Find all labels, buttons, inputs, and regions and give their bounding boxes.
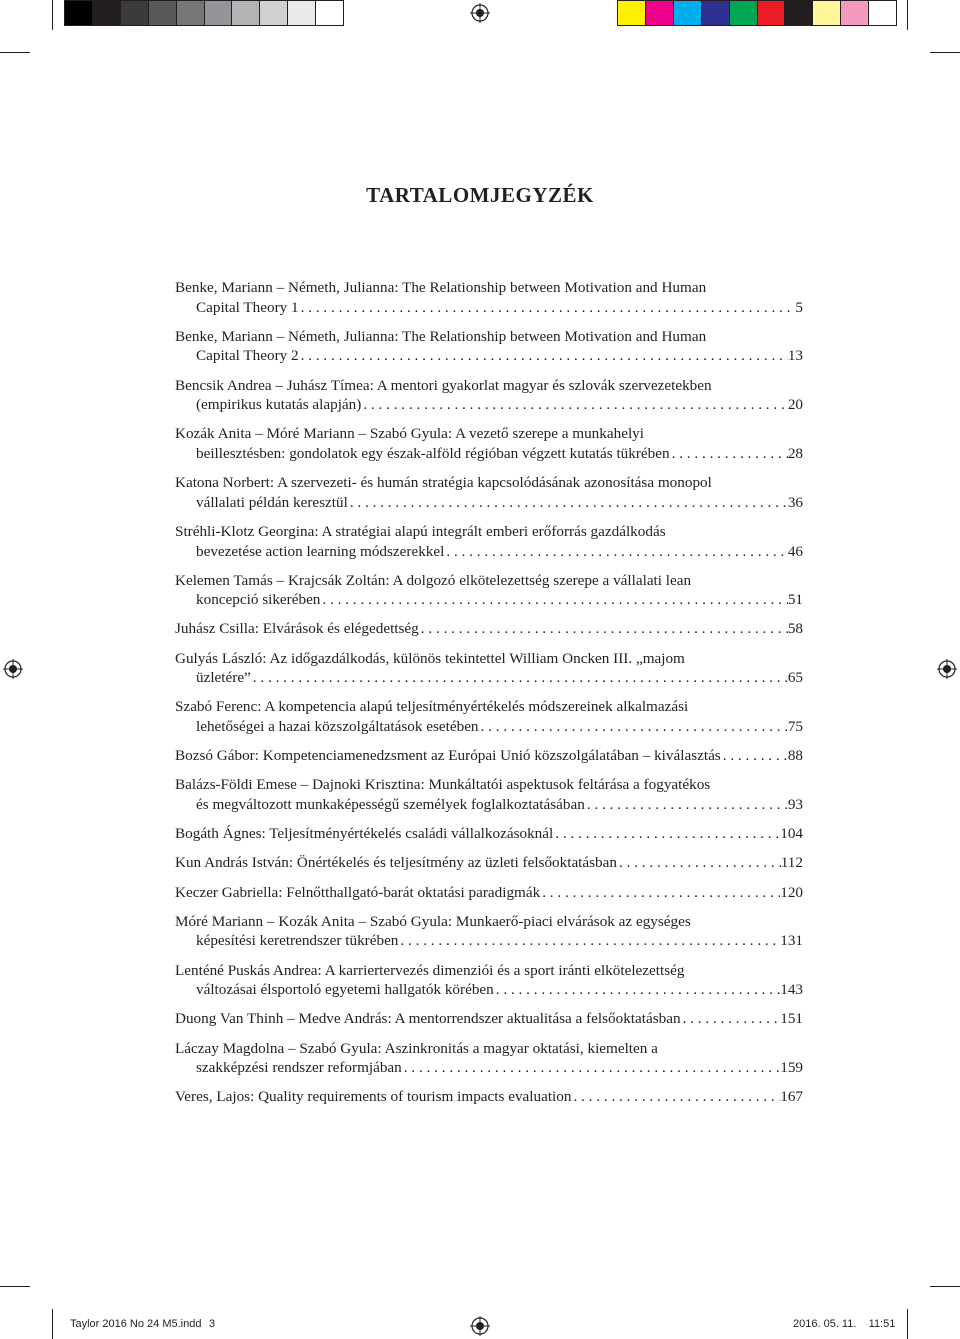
crop-mark-top-left — [52, 0, 53, 30]
dot-leader — [299, 298, 796, 318]
gray-swatch — [260, 1, 288, 25]
toc-entry-text: szakképzési rendszer reformjában — [196, 1059, 402, 1077]
toc-entry-text: üzletére” — [196, 669, 251, 687]
toc-entry-last-line — [175, 619, 803, 639]
dot-leader — [721, 746, 788, 766]
dot-leader — [320, 590, 787, 610]
toc-page-number: 143 — [780, 981, 803, 999]
color-swatch — [785, 1, 813, 25]
dot-leader — [681, 1009, 781, 1029]
toc-entry-text: Capital Theory 2 — [196, 347, 299, 365]
toc-entry-text: (empirikus kutatás alapján) — [196, 396, 362, 414]
toc-entry-last-line — [175, 590, 803, 610]
toc-entry-last-line — [175, 1058, 803, 1078]
crop-mark-top-left-h — [0, 52, 30, 53]
color-swatch — [813, 1, 841, 25]
color-swatch — [618, 1, 646, 25]
toc-entry[interactable] — [175, 853, 803, 873]
gray-swatch — [65, 1, 93, 25]
toc-entry-text: koncepció sikerében — [196, 591, 321, 609]
toc-entry-last-line — [175, 853, 803, 873]
gray-swatch — [205, 1, 233, 25]
toc-entry[interactable] — [175, 912, 803, 951]
toc-entry[interactable] — [175, 746, 803, 766]
toc-page-number: 58 — [787, 620, 803, 638]
toc-page-number: 104 — [780, 825, 803, 843]
toc-entry-title-line: Lenténé Puskás Andrea: A karriertervezés dimenziói és a sport iránti elkötelezettség — [175, 961, 685, 979]
toc-entry[interactable] — [175, 473, 803, 512]
footer-date: 2016. 05. 11. — [793, 1318, 857, 1330]
toc-entry[interactable] — [175, 327, 803, 366]
toc-entry-last-line — [175, 931, 803, 951]
dot-leader — [553, 824, 780, 844]
toc-entry-title-line: Benke, Mariann – Németh, Julianna: The Relationship between Motivation and Human — [175, 327, 707, 345]
toc-entry-title-line: Gulyás László: Az időgazdálkodás, különös tekintettel William Oncken III. „majom — [175, 649, 685, 667]
toc-entry-last-line — [175, 883, 803, 903]
toc-entry-text: vállalati példán keresztül — [196, 493, 348, 511]
registration-target-icon — [3, 659, 23, 679]
toc-page-number: 36 — [787, 493, 803, 511]
toc-entry-text: beillesztésben: gondolatok egy észak-alföld régióban végzett kutatás tükrében — [196, 444, 670, 462]
dot-leader — [571, 1087, 780, 1107]
toc-entry-title-line: Kelemen Tamás – Krajcsák Zoltán: A dolgozó elkötelezettség szerepe a vállalati lean — [175, 571, 692, 589]
color-swatch — [702, 1, 730, 25]
toc-entry-text: képesítési keretrendszer tükrében — [196, 932, 399, 950]
toc-entry[interactable] — [175, 278, 803, 317]
dot-leader — [444, 542, 787, 562]
dot-leader — [398, 931, 780, 951]
toc-entry[interactable] — [175, 1039, 803, 1078]
toc-entry-title-line: Láczay Magdolna – Szabó Gyula: Aszinkronitás a magyar oktatási, kiemelten a — [175, 1039, 658, 1057]
dot-leader — [617, 853, 781, 873]
dot-leader — [419, 619, 788, 639]
toc-entry[interactable] — [175, 775, 803, 814]
toc-entry-text: és megváltozott munkaképességű személyek foglalkoztatásában — [196, 796, 585, 813]
toc-entry-title-line: Szabó Ferenc: A kompetencia alapú teljesítményértékelés módszereinek alkalmazási — [175, 698, 689, 716]
toc-page-number: 28 — [787, 444, 803, 462]
page-title: TARTALOMJEGYZÉK — [366, 183, 594, 207]
toc-page-number: 46 — [787, 542, 803, 560]
dot-leader — [251, 668, 788, 688]
toc-entry-text: Keczer Gabriella: Felnőtthallgató-barát oktatási paradigmák — [175, 883, 541, 901]
toc-entry-title-line: Katona Norbert: A szervezeti- és humán stratégia kapcsolódásának azonosítása monopol — [175, 474, 712, 492]
toc-page-number: 65 — [787, 669, 803, 687]
toc-entry[interactable] — [175, 522, 803, 561]
dot-leader — [585, 795, 788, 815]
toc-page-number: 120 — [780, 883, 803, 901]
toc-page-number: 159 — [780, 1059, 803, 1077]
color-swatch — [646, 1, 674, 25]
toc-entry-title-line: Kozák Anita – Móré Mariann – Szabó Gyula: A vezető szerepe a munkahelyi — [175, 425, 644, 443]
color-swatch — [730, 1, 758, 25]
toc-entry-last-line — [175, 668, 803, 688]
toc-entry[interactable] — [175, 883, 803, 903]
toc-page-number: 112 — [780, 854, 803, 872]
crop-mark-bottom-right-h — [930, 1286, 960, 1287]
toc-entry-text: lehetőségei a hazai közszolgáltatások esetében — [196, 718, 479, 736]
footer-file-name: Taylor 2016 No 24 M5.indd — [70, 1318, 202, 1330]
dot-leader — [670, 444, 788, 464]
dot-leader — [299, 346, 788, 366]
toc-entry-text: Kun András István: Önértékelés és teljesítmény az üzleti felsőoktatásban — [175, 854, 617, 872]
gray-swatch — [149, 1, 177, 25]
toc-entry-last-line — [175, 444, 803, 464]
color-swatch — [869, 1, 896, 25]
toc-entry[interactable] — [175, 1009, 803, 1029]
gray-swatch — [177, 1, 205, 25]
toc-entry-last-line — [175, 824, 803, 844]
dot-leader — [361, 395, 787, 415]
toc-entry[interactable] — [175, 961, 803, 1000]
color-swatch — [758, 1, 786, 25]
toc-page-number: 93 — [787, 796, 803, 813]
toc-entry-text: változásai élsportoló egyetemi hallgatók körében — [196, 981, 494, 999]
toc-entry[interactable] — [175, 1087, 803, 1107]
toc-entry-last-line — [175, 298, 803, 318]
toc-entry[interactable] — [175, 376, 803, 415]
registration-target-icon — [470, 3, 490, 23]
toc-entry-last-line — [175, 1009, 803, 1029]
registration-target-icon — [470, 1316, 490, 1336]
gray-swatch — [232, 1, 260, 25]
crop-mark-bottom-left — [52, 1309, 53, 1339]
toc-page-number: 20 — [787, 396, 803, 414]
toc-page-number: 88 — [787, 747, 803, 765]
footer-timestamp — [793, 1318, 895, 1330]
process-color-bar — [617, 0, 897, 26]
toc-entry-text: Juhász Csilla: Elvárások és elégedettség — [175, 620, 419, 638]
color-swatch — [841, 1, 869, 25]
toc-entry-title-line: Balázs-Földi Emese – Dajnoki Krisztina: Munkáltatói aspektusok feltárása a fogyatékos — [175, 776, 711, 794]
toc-entry-text: Duong Van Thinh – Medve András: A mentorrendszer aktualitása a felsőoktatásban — [175, 1010, 681, 1028]
crop-mark-top-right-h — [930, 52, 960, 53]
toc-entry[interactable] — [175, 649, 803, 688]
toc-entry-last-line — [175, 395, 803, 415]
crop-mark-top-right — [907, 0, 908, 30]
dot-leader — [479, 717, 788, 737]
gray-swatch — [316, 1, 343, 25]
toc-entry-title-line: Benke, Mariann – Németh, Julianna: The Relationship between Motivation and Human — [175, 279, 707, 296]
dot-leader — [348, 493, 788, 513]
toc-page-number: 167 — [780, 1088, 803, 1106]
toc-page-number: 75 — [787, 718, 803, 736]
toc-entry[interactable] — [175, 824, 803, 844]
crop-mark-bottom-left-h — [0, 1286, 30, 1287]
toc-entry-last-line — [175, 542, 803, 562]
toc-entry-last-line — [175, 746, 803, 766]
toc-entry-last-line — [175, 1087, 803, 1107]
table-of-contents — [175, 278, 803, 1116]
toc-entry-last-line — [175, 980, 803, 1000]
toc-page-number: 5 — [795, 298, 803, 316]
dot-leader — [540, 883, 780, 903]
grayscale-color-bar — [64, 0, 344, 26]
toc-entry-title-line: Móré Mariann – Kozák Anita – Szabó Gyula: Munkaerő-piaci elvárások az egységes — [175, 912, 691, 930]
registration-target-icon — [937, 659, 957, 679]
toc-page-number: 51 — [787, 591, 803, 609]
color-swatch — [674, 1, 702, 25]
dot-leader — [494, 980, 780, 1000]
toc-entry-last-line — [175, 346, 803, 366]
toc-entry-text: Capital Theory 1 — [196, 298, 299, 316]
dot-leader — [402, 1058, 780, 1078]
toc-page-number: 131 — [780, 932, 803, 950]
footer-time: 11:51 — [868, 1318, 896, 1330]
toc-entry-text: bevezetése action learning módszerekkel — [196, 542, 445, 560]
toc-entry[interactable] — [175, 424, 803, 463]
toc-entry-last-line — [175, 493, 803, 513]
toc-page-number: 13 — [787, 347, 803, 365]
toc-entry[interactable] — [175, 619, 803, 639]
toc-entry-text: Bozsó Gábor: Kompetenciamenedzsment az Európai Unió közszolgálatában – kiválasztás — [175, 747, 721, 765]
gray-swatch — [121, 1, 149, 25]
gray-swatch — [288, 1, 316, 25]
toc-entry-last-line — [175, 795, 803, 815]
toc-entry[interactable] — [175, 697, 803, 736]
toc-entry-last-line — [175, 717, 803, 737]
toc-entry-title-line: Stréhli-Klotz Georgina: A stratégiai alapú integrált emberi erőforrás gazdálkodás — [175, 522, 666, 540]
toc-page-number: 151 — [780, 1010, 803, 1028]
toc-entry-title-line: Bencsik Andrea – Juhász Tímea: A mentori gyakorlat magyar és szlovák szervezetekben — [175, 376, 712, 394]
crop-mark-bottom-right — [907, 1309, 908, 1339]
toc-entry[interactable] — [175, 571, 803, 610]
toc-entry-text: Bogáth Ágnes: Teljesítményértékelés családi vállalkozásoknál — [175, 825, 554, 843]
toc-entry-text: Veres, Lajos: Quality requirements of tourism impacts evaluation — [175, 1088, 572, 1106]
footer-page-number: 3 — [209, 1318, 216, 1330]
gray-swatch — [93, 1, 121, 25]
